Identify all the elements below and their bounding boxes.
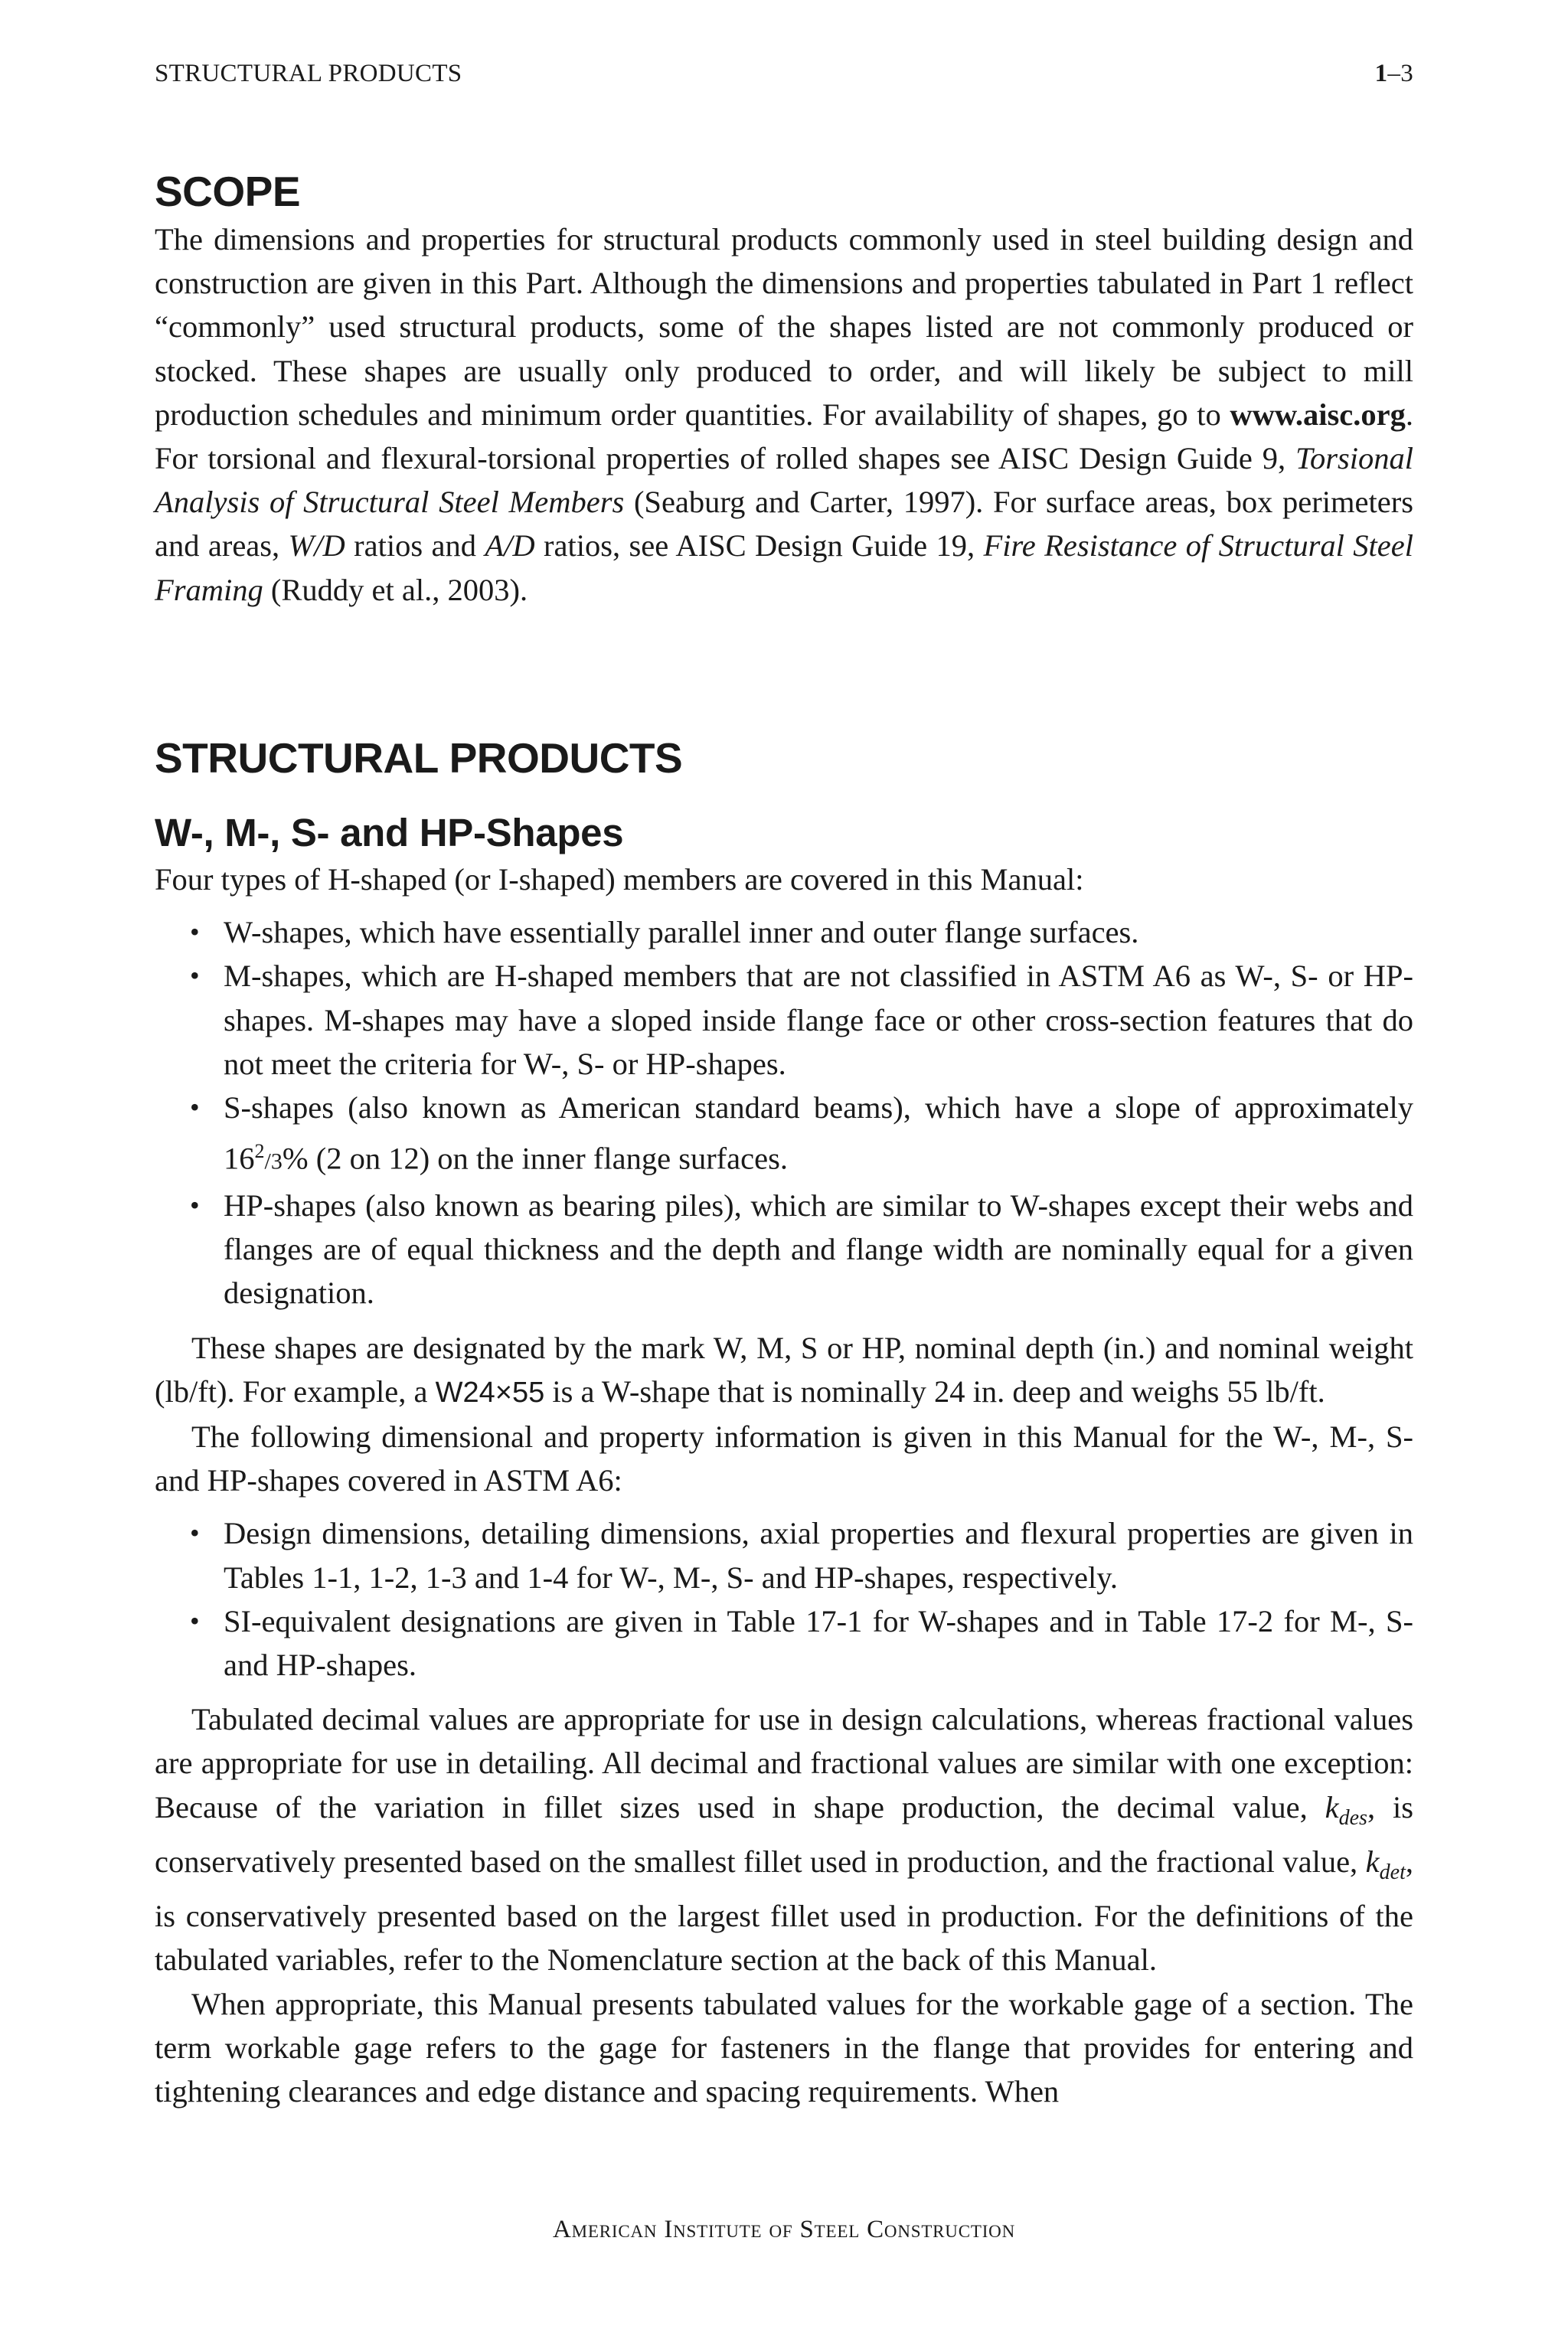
structural-products-section: [155, 733, 1413, 782]
list-item: [155, 1184, 1413, 1315]
k-symbol: k: [1365, 1844, 1380, 1879]
running-header: [155, 60, 1413, 88]
scope-text-4: ratios and: [345, 528, 485, 564]
design-guide-9-title: Torsional Analysis of Structural Steel Members: [155, 441, 1413, 520]
chapter-number: 1: [1374, 60, 1388, 87]
wd-ratio: W/D: [288, 528, 345, 564]
list-item: [155, 1599, 1413, 1687]
running-title: STRUCTURAL PRODUCTS: [155, 60, 462, 87]
ad-ratio: A/D: [485, 528, 535, 564]
bullet-icon: •: [190, 960, 200, 991]
shapes-subsection: [155, 810, 1413, 2113]
workable-gage-paragraph: When appropriate, this Manual presents tabulated values for the workable gage of a section. The term workable gage refers to the gage for fasteners in the flange that provides for entering and tightening clearances and edge distance and spacing requirements. When: [155, 1986, 1413, 2109]
page-suffix: –3: [1387, 60, 1413, 87]
k-des-symbol: [1325, 1789, 1367, 1830]
scope-text-2: . For torsional and flexural-torsional properties of rolled shapes see AISC Design Guide 9,: [155, 397, 1413, 476]
tabulated-paragraph: [155, 1697, 1413, 1981]
list-item-text: M-shapes, which are H-shaped members that are not classified in ASTM A6 as W-, S- or HP-shapes. M-shapes may have a sloped inside flange face or other cross-section features that do not meet the criteria for W-, S- or HP-shapes.: [224, 959, 1413, 1081]
list-item-text: S-shapes (also known as American standard beams), which have a slope of approximately 16: [224, 1090, 1413, 1176]
bullet-icon: •: [190, 1517, 200, 1549]
bullet-icon: •: [190, 1092, 200, 1123]
shapes-intro: Four types of H-shaped (or I-shaped) members are covered in this Manual:: [155, 862, 1084, 897]
bullet-icon: •: [190, 1189, 200, 1220]
designation-paragraph: [155, 1326, 1413, 1415]
shape-types-list: [155, 910, 1413, 1315]
page-footer: American Institute of Steel Construction: [553, 2216, 1015, 2243]
fraction-numerator: 2: [254, 1140, 265, 1163]
fraction-denominator: /3: [264, 1148, 283, 1174]
designation-example: W24×55: [435, 1376, 545, 1409]
list-item: [155, 1511, 1413, 1599]
bullet-icon: •: [190, 1605, 200, 1636]
scope-text-5: ratios, see AISC Design Guide 19,: [534, 528, 984, 564]
aisc-url: www.aisc.org: [1230, 397, 1406, 432]
list-item-text: HP-shapes (also known as bearing piles), which are similar to W-shapes except their webs and flanges are of equal thickness and the depth and flange width are nominally equal for a given designation.: [224, 1187, 1413, 1311]
design-guide-19-title: Fire Resistance of Structural Steel Framing: [155, 528, 1413, 607]
following-paragraph: The following dimensional and property information is given in this Manual for the W-, M-, S- and HP-shapes covered in ASTM A6:: [155, 1419, 1413, 1498]
k-det-symbol: [1365, 1844, 1406, 1884]
list-item: [155, 910, 1413, 954]
tabulated-text-2: , is conservatively presented based on the smallest fillet used in production, and the fractional value,: [155, 1789, 1414, 1879]
tabulated-text-1: Tabulated decimal values are appropriate for use in design calculations, whereas fractional values are appropriate for use in detailing. All decimal and fractional values are similar with one exception: Because of the variation in fillet sizes used in shape production, the decimal value,: [155, 1702, 1413, 1824]
scope-text-6: (Ruddy et al., 2003).: [263, 572, 528, 607]
list-item-text: W-shapes, which have essentially parallel inner and outer flange surfaces.: [224, 915, 1139, 950]
k-des-subscript: des: [1338, 1805, 1367, 1830]
structural-products-heading: STRUCTURAL PRODUCTS: [155, 734, 683, 782]
designation-text-2: is a W-shape that is nominally 24 in. deep and weighs 55 lb/ft.: [544, 1374, 1325, 1409]
bullet-icon: •: [190, 916, 200, 948]
k-det-subscript: det: [1379, 1860, 1406, 1884]
designation-text-1: These shapes are designated by the mark W, M, S or HP, nominal depth (in.) and nominal weight (lb/ft). For example, a: [155, 1330, 1413, 1409]
scope-text-1: The dimensions and properties for structural products commonly used in steel building design and construction are given in this Part. Although the dimensions and properties tabulated in Part 1 reflect “commonly” used structural products, some of the shapes listed are not commonly produced or stocked. These shapes are usually only produced to order, and will likely be subject to mill production schedules and minimum order quantities. For availability of shapes, go to: [155, 222, 1413, 432]
scope-heading: SCOPE: [155, 168, 301, 215]
tabulated-text-3: , is conservatively presented based on the largest fillet used in production. For the definitions of the tabulated variables, refer to the Nomenclature section at the back of this Manual.: [155, 1844, 1413, 1978]
page-number: [1375, 60, 1413, 88]
k-symbol: k: [1325, 1789, 1339, 1824]
list-item: [155, 1086, 1413, 1184]
list-item-text: SI-equivalent designations are given in Table 17-1 for W-shapes and in Table 17-2 for M-, S- and HP-shapes.: [224, 1603, 1413, 1682]
shapes-subheading: W-, M-, S- and HP-Shapes: [155, 811, 624, 854]
info-list: [155, 1511, 1413, 1687]
scope-text-3: (Seaburg and Carter, 1997). For surface areas, box perimeters and areas,: [155, 485, 1413, 564]
scope-section: [155, 167, 1413, 612]
list-item-text: % (2 on 12) on the inner flange surfaces.: [282, 1141, 788, 1176]
list-item-text: Design dimensions, detailing dimensions, axial properties and flexural properties are given in Tables 1-1, 1-2, 1-3 and 1-4 for W-, M-, S- and HP-shapes, respectively.: [224, 1516, 1413, 1595]
scope-paragraph: [155, 217, 1413, 612]
list-item: [155, 954, 1413, 1086]
